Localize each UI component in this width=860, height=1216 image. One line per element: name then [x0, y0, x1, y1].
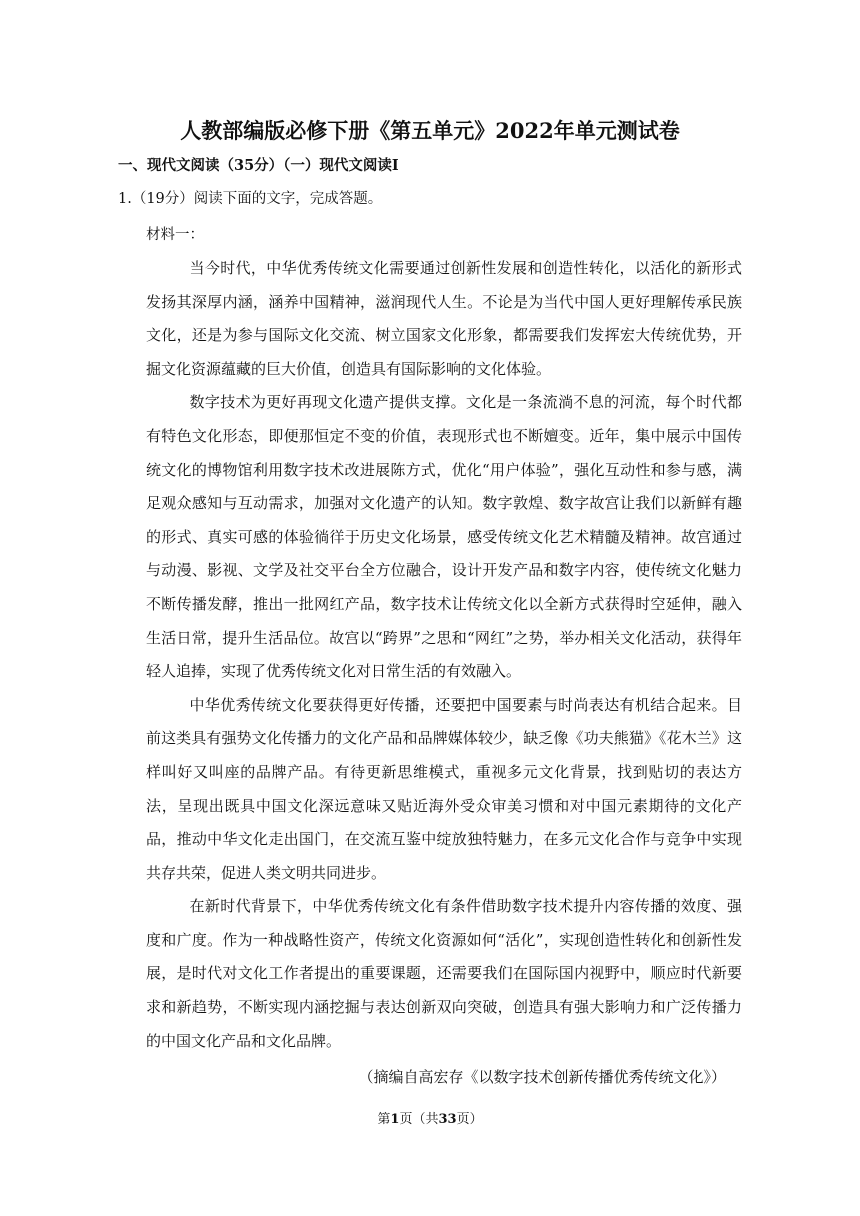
footer-suffix: 页） — [456, 1112, 483, 1127]
footer-prefix: 第 — [377, 1112, 391, 1127]
page-total: 33 — [438, 1112, 457, 1127]
paragraph-1: 当今时代，中华优秀传统文化需要通过创新性发展和创造性转化，以活化的新形式发扬其深厚内涵，涵养中国精神，滋润现代人生。不论是为当代中国人更好理解传承民族文化，还是为参与国际文化交流、树立国家文化形象，都需要我们发挥宏大传统优势，开掘文化资源蕴藏的巨大价值，创造具有国际影响的文化体验。 — [146, 259, 742, 378]
page-footer — [0, 1110, 860, 1130]
paragraph-4: 在新时代背景下，中华优秀传统文化有条件借助数字技术提升内容传播的效度、强度和广度。作为一种战略性资产，传统文化资源如何“活化”，实现创造性转化和创新性发展，是时代对文化工作者提出的重要课题，还需要我们在国际国内视野中，顺应时代新要求和新趋势，不断实现内涵挖掘与表达创新双向突破，创造具有强大影响力和广泛传播力的中国文化产品和文化品牌。 — [146, 897, 742, 1050]
question-prompt: 1.（19分）阅读下面的文字，完成答题。 — [118, 191, 383, 207]
document-title: 人教部编版必修下册《第五单元》2022年单元测试卷 — [180, 118, 680, 143]
footer-middle: 页（共 — [399, 1112, 439, 1127]
paragraph-3: 中华优秀传统文化要获得更好传播，还要把中国要素与时尚表达有机结合起来。目前这类具有强势文化传播力的文化产品和品牌媒体较少，缺乏像《功夫熊猫》《花木兰》这样叫好又叫座的品牌产品。有待更新思维模式，重视多元文化背景，找到贴切的表达方法，呈现出既具中国文化深远意味又贴近海外受众审美习惯和对中国元素期待的文化产品，推动中华文化走出国门，在交流互鉴中绽放独特魅力，在多元文化合作与竞争中实现共存共荣，促进人类文明共同进步。 — [146, 695, 742, 882]
section-heading: 一、现代文阅读（35分）（一）现代文阅读Ⅰ — [118, 157, 399, 174]
reading-passage — [146, 252, 742, 1058]
source-citation: （摘编自高宏存《以数字技术创新传播优秀传统文化》） — [358, 1068, 726, 1086]
paragraph-2: 数字技术为更好再现文化遗产提供支撑。文化是一条流淌不息的河流，每个时代都有特色文化形态，即便那恒定不变的价值，表现形式也不断嬗变。近年，集中展示中国传统文化的博物馆利用数字技术改进展陈方式，优化“用户体验”，强化互动性和参与感，满足观众感知与互动需求，加强对文化遗产的认知。数字敦煌、数字故宫让我们以新鲜有趣的形式、真实可感的体验徜徉于历史文化场景，感受传统文化艺术精髓及精神。故宫通过与动漫、影视、文学及社交平台全方位融合，设计开发产品和数字内容，使传统文化魅力不断传播发酵，推出一批网红产品，数字技术让传统文化以全新方式获得时空延伸，融入生活日常，提升生活品位。故宫以“跨界”之思和“网红”之势，举办相关文化活动，获得年轻人追捧，实现了优秀传统文化对日常生活的有效融入。 — [146, 393, 742, 681]
page-number: 1 — [390, 1112, 400, 1127]
material-label: 材料一： — [146, 227, 204, 243]
